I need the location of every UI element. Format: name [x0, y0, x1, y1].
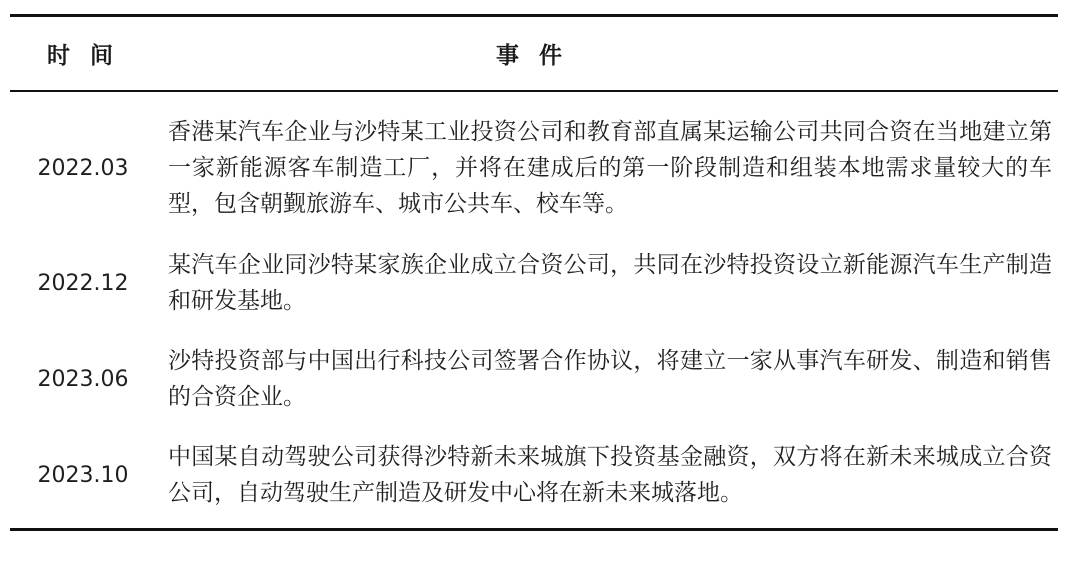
row-event: 沙特投资部与中国出行科技公司签署合作协议，将建立一家从事汽车研发、制造和销售的合资企业。 [168, 348, 1052, 410]
row-date: 2022.12 [37, 270, 129, 296]
header-event: 事 件 [495, 43, 568, 69]
table-row [10, 336, 1058, 422]
table-row [10, 106, 1058, 230]
table-body [10, 92, 1058, 518]
row-event: 中国某自动驾驶公司获得沙特新未来城旗下投资基金融资，双方将在新未来城成立合资公司，自动驾驶生产制造及研发中心将在新未来城落地。 [168, 444, 1052, 506]
row-event: 香港某汽车企业与沙特某工业投资公司和教育部直属某运输公司共同合资在当地建立第一家新能源客车制造工厂，并将在建成后的第一阶段制造和组装本地需求量较大的车型，包含朝觐旅游车、城市公共车、校车等。 [168, 119, 1052, 217]
row-date: 2023.06 [37, 366, 129, 392]
events-table [10, 14, 1058, 531]
row-event: 某汽车企业同沙特某家族企业成立合资公司，共同在沙特投资设立新能源汽车生产制造和研发基地。 [168, 252, 1052, 314]
table-bottom-rule [10, 528, 1058, 531]
table-header-row [10, 17, 1058, 90]
table-row [10, 432, 1058, 518]
row-date: 2022.03 [37, 155, 129, 181]
table-row [10, 240, 1058, 326]
header-time: 时 间 [46, 43, 119, 69]
row-date: 2023.10 [37, 462, 129, 488]
